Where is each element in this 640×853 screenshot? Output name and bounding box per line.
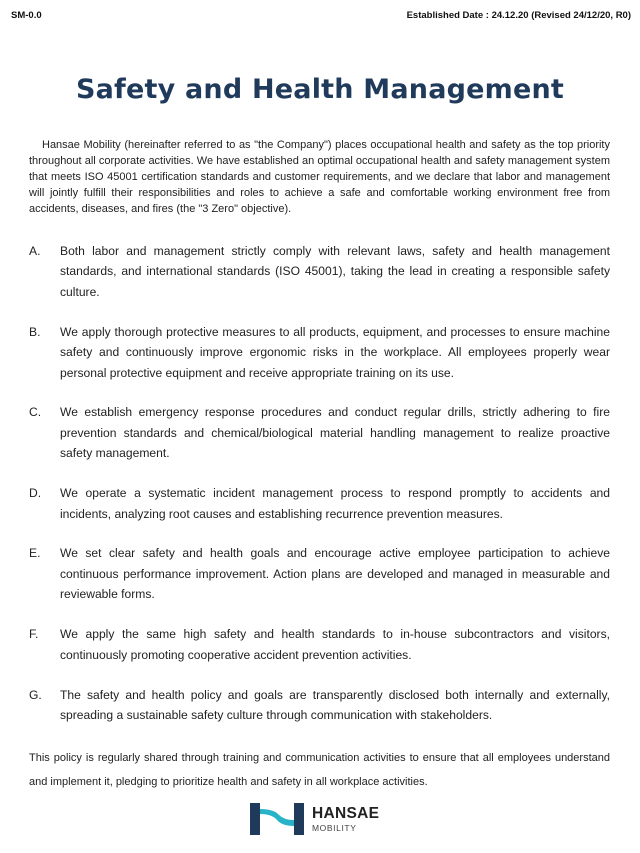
page-title: Safety and Health Management: [75, 74, 565, 105]
policy-item-f: [29, 624, 610, 665]
item-letter: B.: [29, 324, 41, 339]
item-letter: G.: [29, 687, 42, 702]
logo-left-bar: [250, 803, 260, 835]
item-letter: F.: [29, 627, 39, 642]
item-text: We operate a systematic incident management process to respond promptly to accidents and incidents, analyzing root causes and establishing recurrence prevention measures.: [60, 486, 610, 521]
item-letter: E.: [29, 546, 41, 561]
policy-item-a: [29, 241, 610, 302]
policy-item-c: [29, 402, 610, 463]
logo-name: HANSAE: [312, 805, 380, 822]
item-text: We set clear safety and health goals and encourage active employee participation to achieve continuous performance improvement. Action plans are developed and managed in measurable and reviewable forms.: [60, 546, 610, 602]
logo-sub: MOBILITY: [312, 822, 357, 833]
item-text: Both labor and management strictly comply with relevant laws, safety and health management standards, and international standards (ISO 45001), taking the lead in creating a responsible safety culture.: [60, 244, 610, 299]
policy-item-b: [29, 322, 610, 383]
item-text: We establish emergency response procedures and conduct regular drills, strictly adhering to fire prevention standards and chemical/biological material handling management to realize proactive safety management.: [60, 405, 610, 461]
item-letter: C.: [29, 405, 42, 420]
item-letter: D.: [29, 486, 42, 501]
document-code: SM-0.0: [11, 10, 42, 21]
intro-paragraph: Hansae Mobility (hereinafter referred to as "the Company") places occupational health and safety as the top priority throughout all corporate activities. We have established an optimal occupational health and safety management system that meets ISO 45001 certification standards and customer requirements, and we declare that labor and management will jointly fulfill their responsibilities and roles to achieve a safe and comfortable working environment free from accidents, diseases, and fires (the "3 Zero" objective).: [29, 139, 610, 215]
policy-item-g: [29, 685, 610, 726]
established-date: Established Date : 24.12.20 (Revised 24/12/20, R0): [406, 10, 631, 21]
hansae-logo: [248, 797, 398, 841]
policy-item-d: [29, 483, 610, 524]
policy-list: [29, 241, 610, 745]
hansae-logo-icon: [248, 801, 306, 837]
logo-right-bar: [294, 803, 304, 835]
item-text: We apply thorough protective measures to all products, equipment, and processes to ensure machine safety and continuously improve ergonomic risks in the workplace. All employees properly wear personal protective equipment and receive appropriate training on its use.: [60, 324, 610, 380]
closing-paragraph: This policy is regularly shared through training and communication activities to ensure that all employees understand and implement it, pledging to prioritize health and safety in all workplace activities.: [29, 752, 610, 788]
item-letter: A.: [29, 244, 41, 258]
item-text: The safety and health policy and goals are transparently disclosed both internally and externally, spreading a sustainable safety culture through communication with stakeholders.: [60, 687, 610, 722]
logo-wave: [260, 809, 294, 826]
policy-item-e: [29, 543, 610, 604]
item-text: We apply the same high safety and health standards to in-house subcontractors and visitors, continuously promoting cooperative accident prevention activities.: [60, 627, 610, 662]
